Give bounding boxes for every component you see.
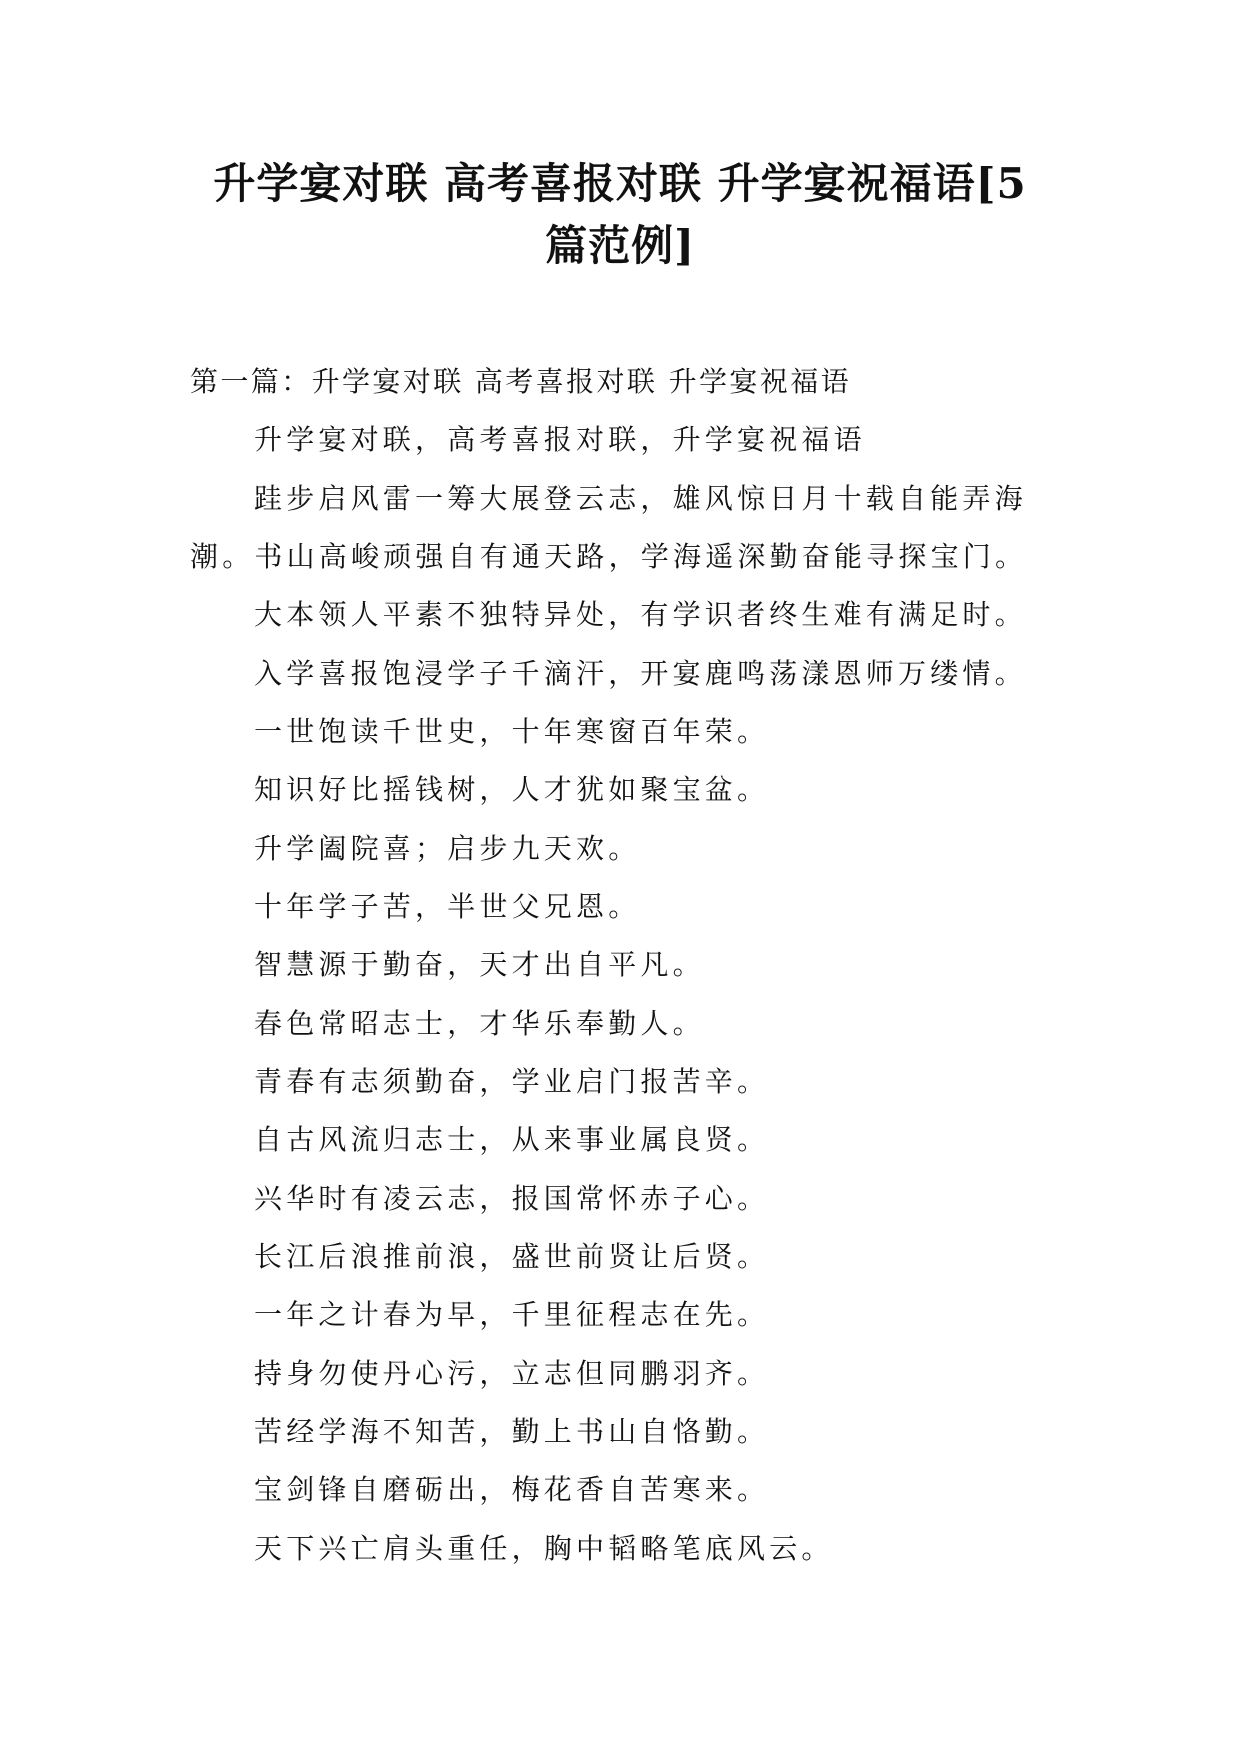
paragraph-line: 长江后浪推前浪，盛世前贤让后贤。 <box>254 1240 770 1273</box>
paragraph-line: 升学阖院喜；启步九天欢。 <box>254 832 641 865</box>
paragraph-line: 宝剑锋自磨砺出，梅花香自苦寒来。 <box>254 1473 770 1506</box>
paragraph-line: 一世饱读千世史，十年寒窗百年荣。 <box>254 715 770 748</box>
paragraph-line: 智慧源于勤奋，天才出自平凡。 <box>254 948 705 981</box>
paragraph-line: 兴华时有凌云志，报国常怀赤子心。 <box>254 1182 770 1215</box>
paragraph-line: 自古风流归志士，从来事业属良贤。 <box>254 1123 770 1156</box>
paragraph-line: 一年之计春为早，千里征程志在先。 <box>254 1298 770 1331</box>
paragraph-line: 入学喜报饱浸学子千滴汗，开宴鹿鸣荡漾恩师万缕情。 <box>254 657 1027 690</box>
paragraph-line: 潮。书山高峻顽强自有通天路，学海遥深勤奋能寻探宝门。 <box>190 540 1028 573</box>
document-title-line-2: 篇范例] <box>545 221 695 270</box>
paragraph-line: 持身勿使丹心污，立志但同鹏羽齐。 <box>254 1357 770 1390</box>
paragraph-line: 天下兴亡肩头重任，胸中韬略笔底风云。 <box>254 1532 834 1565</box>
paragraph-line: 跬步启风雷一筹大展登云志，雄风惊日月十载自能弄海 <box>254 482 1027 515</box>
paragraph-line: 十年学子苦，半世父兄恩。 <box>254 890 641 923</box>
section-heading: 第一篇：升学宴对联 高考喜报对联 升学宴祝福语 <box>190 365 852 398</box>
paragraph-line: 大本领人平素不独特异处，有学识者终生难有满足时。 <box>254 598 1027 631</box>
paragraph-line: 苦经学海不知苦，勤上书山自恪勤。 <box>254 1415 770 1448</box>
document-title-line-1: 升学宴对联 高考喜报对联 升学宴祝福语[5 <box>213 159 1027 208</box>
paragraph-line: 春色常昭志士，才华乐奉勤人。 <box>254 1007 705 1040</box>
paragraph-line: 知识好比摇钱树，人才犹如聚宝盆。 <box>254 773 770 806</box>
paragraph-line: 青春有志须勤奋，学业启门报苦辛。 <box>254 1065 770 1098</box>
paragraph-line: 升学宴对联，高考喜报对联，升学宴祝福语 <box>254 423 866 456</box>
